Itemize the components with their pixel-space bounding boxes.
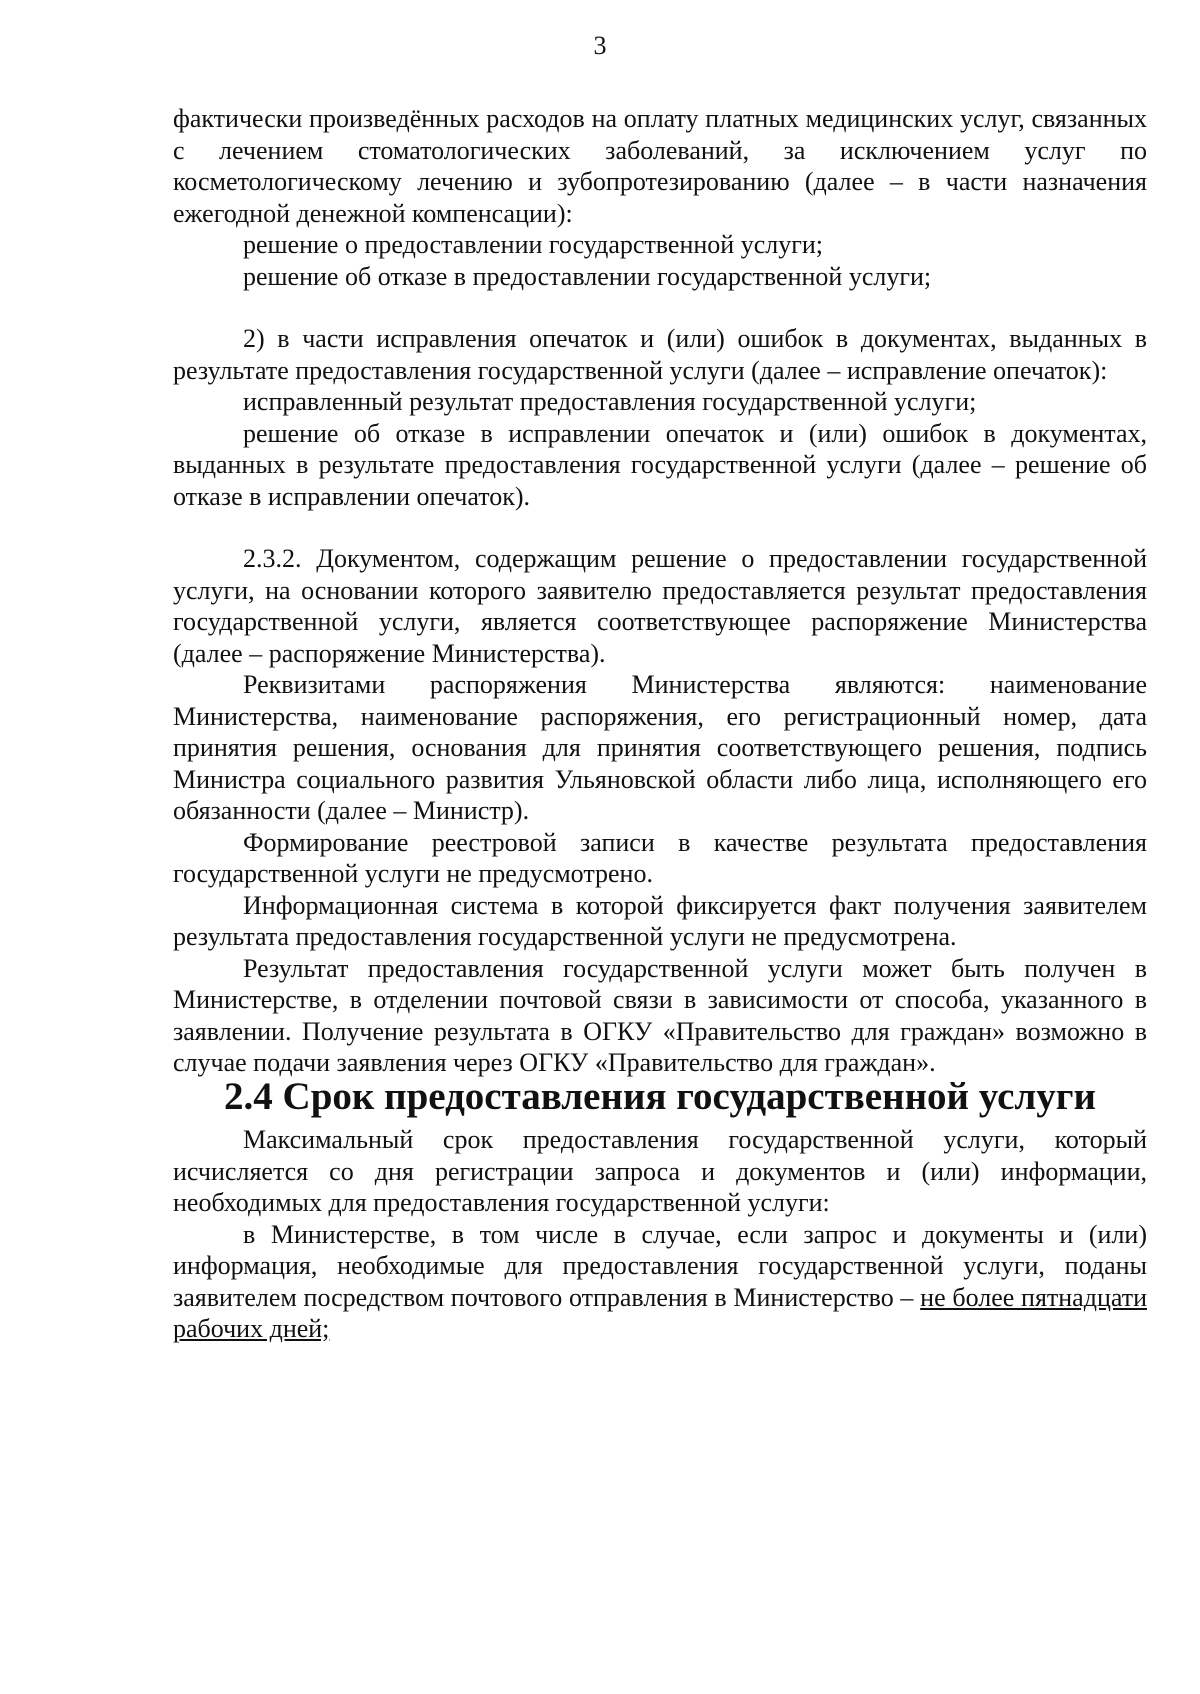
underlined-term: не более пятнадцати рабочих дней; xyxy=(173,1282,1148,1343)
paragraph-ministry-term xyxy=(173,1219,1147,1345)
list-item-corrected-result: исправленный результат предоставления государственной услуги; xyxy=(243,387,977,416)
paragraph-ministry-term-text: в Министерстве, в том числе в случае, если запрос и документы и (или) информация, необходимые для предоставления государственной услуги, поданы заявителем посредством почтового отправления в Министерство – xyxy=(173,1219,1147,1312)
document-body xyxy=(173,103,1147,1345)
page-number: 3 xyxy=(593,31,607,60)
list-item-decision-refusal: решение об отказе в предоставлении государственной услуги; xyxy=(243,261,932,291)
paragraph-2-3-2: 2.3.2. Документом, содержащим решение о предоставлении государственной услуги, на основании которого заявителю предоставляется результат предоставления государственной услуги, является соответствующее распоряжение Министерства (далее – распоряжение Министерства). xyxy=(173,544,1147,668)
paragraph-max-term: Максимальный срок предоставления государственной услуги, который исчисляется со дня регистрации запроса и документов и (или) информации, необходимых для предоставления государственной услуги: xyxy=(173,1125,1147,1217)
paragraph-requisites: Реквизитами распоряжения Министерства являются: наименование Министерства, наименование распоряжения, его регистрационный номер, дата принятия решения, основания для принятия соответствующего решения, подпись Министра социального развития Ульяновской области либо лица, исполняющего его обязанности (далее – Министр). xyxy=(173,670,1147,825)
paragraph-information-system: Информационная система в которой фиксируется факт получения заявителем результата предоставления государственной услуги не предусмотрена. xyxy=(173,890,1147,951)
section-heading-2-4: 2.4 Срок предоставления государственной услуги xyxy=(224,1074,1096,1118)
paragraph-typo-correction: 2) в части исправления опечаток и (или) ошибок в документах, выданных в результате предоставления государственной услуги (далее – исправление опечаток): xyxy=(173,324,1147,385)
paragraph-result-delivery: Результат предоставления государственной услуги может быть получен в Министерстве, в отделении почтовой связи в зависимости от способа, указанного в заявлении. Получение результата в ОГКУ «Правительство для граждан» возможно в случае подачи заявления через ОГКУ «Правительство для граждан». xyxy=(173,953,1147,1077)
list-item-decision-grant: решение о предоставлении государственной услуги; xyxy=(243,230,824,259)
paragraph-registry-record: Формирование реестровой записи в качестве результата предоставления государственной услуги не предусмотрено. xyxy=(173,827,1147,888)
spacer xyxy=(173,292,1147,323)
spacer xyxy=(173,512,1147,543)
list-item-correction-refusal: решение об отказе в исправлении опечаток и (или) ошибок в документах, выданных в результате предоставления государственной услуги (далее – решение об отказе в исправлении опечаток). xyxy=(173,418,1147,511)
paragraph-compensation-continued: фактически произведённых расходов на оплату платных медицинских услуг, связанных с лечением стоматологических заболеваний, за исключением услуг по косметологическому лечению и зубопротезированию (далее – в части назначения ежегодной денежной компенсации): xyxy=(173,104,1147,228)
